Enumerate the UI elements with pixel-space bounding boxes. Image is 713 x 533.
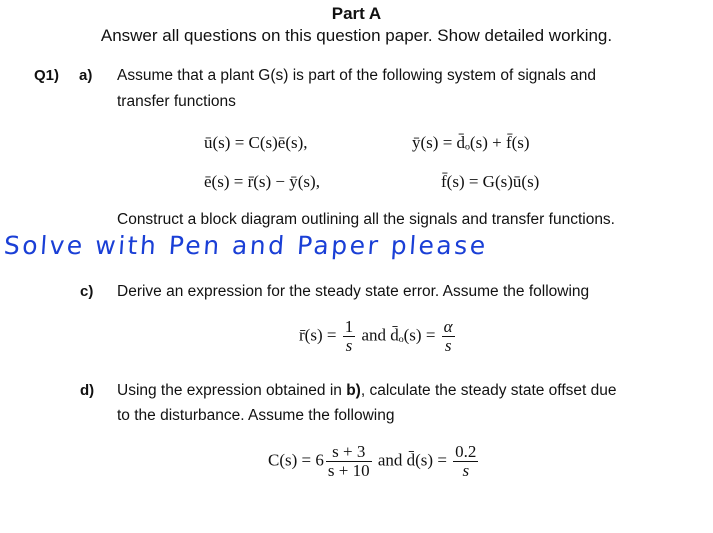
part-a-line2: transfer functions <box>117 93 236 110</box>
reference-fraction <box>343 318 356 355</box>
disturbance-lhs: d̄ₒ(s) = <box>390 325 436 345</box>
and-word-d: and <box>377 450 403 470</box>
part-a-line1: Assume that a plant G(s) is part of the following system of signals and <box>117 67 597 84</box>
part-c-equation <box>299 318 457 355</box>
controller-fraction <box>326 443 372 480</box>
equation-plant: f̄(s) = G(s)ū(s) <box>441 172 540 191</box>
part-d-label: d) <box>80 382 95 399</box>
disturbance-numerator: α <box>443 317 453 336</box>
part-d-line1 <box>117 382 616 400</box>
reference-numerator: 1 <box>344 317 354 336</box>
part-d-line1-pre: Using the expression obtained in <box>117 382 347 399</box>
disturbance-d-numerator: 0.2 <box>455 442 477 461</box>
part-d-line2: to the disturbance. Assume the following <box>117 407 395 424</box>
part-d-line1-ref: b) <box>346 382 361 399</box>
disturbance-denominator: s <box>444 336 452 355</box>
equation-control: ū(s) = C(s)ē(s), <box>204 133 308 152</box>
disturbance-d-fraction <box>453 443 478 480</box>
disturbance-fraction <box>442 318 455 355</box>
instructions: Answer all questions on this question paper. Show detailed working. <box>100 26 613 45</box>
page-title: Part A <box>331 4 382 23</box>
question-number: Q1) <box>34 67 60 84</box>
disturbance-d-lhs: d̄(s) = <box>406 450 447 470</box>
reference-denominator: s <box>345 336 353 355</box>
equation-error: ē(s) = r̄(s) − ȳ(s), <box>204 172 320 191</box>
handwritten-note: Solve with Pen and Paper please <box>2 231 489 260</box>
part-a-label: a) <box>79 67 93 84</box>
part-d-equation <box>268 443 480 480</box>
reference-lhs: r̄(s) = <box>299 325 337 345</box>
part-c-label: c) <box>80 283 94 300</box>
disturbance-d-denominator: s <box>462 461 470 480</box>
part-d-line1-post: , calculate the steady state offset due <box>360 382 617 399</box>
and-word: and <box>361 325 386 345</box>
part-a-task: Construct a block diagram outlining all the signals and transfer functions. <box>117 211 615 228</box>
part-c-text: Derive an expression for the steady state error. Assume the following <box>117 283 590 300</box>
controller-lhs: C(s) = 6 <box>268 450 324 470</box>
controller-numerator: s + 3 <box>326 443 372 462</box>
equation-output: ȳ(s) = d̄ₒ(s) + f̄(s) <box>412 133 530 152</box>
controller-denominator: s + 10 <box>327 461 370 480</box>
